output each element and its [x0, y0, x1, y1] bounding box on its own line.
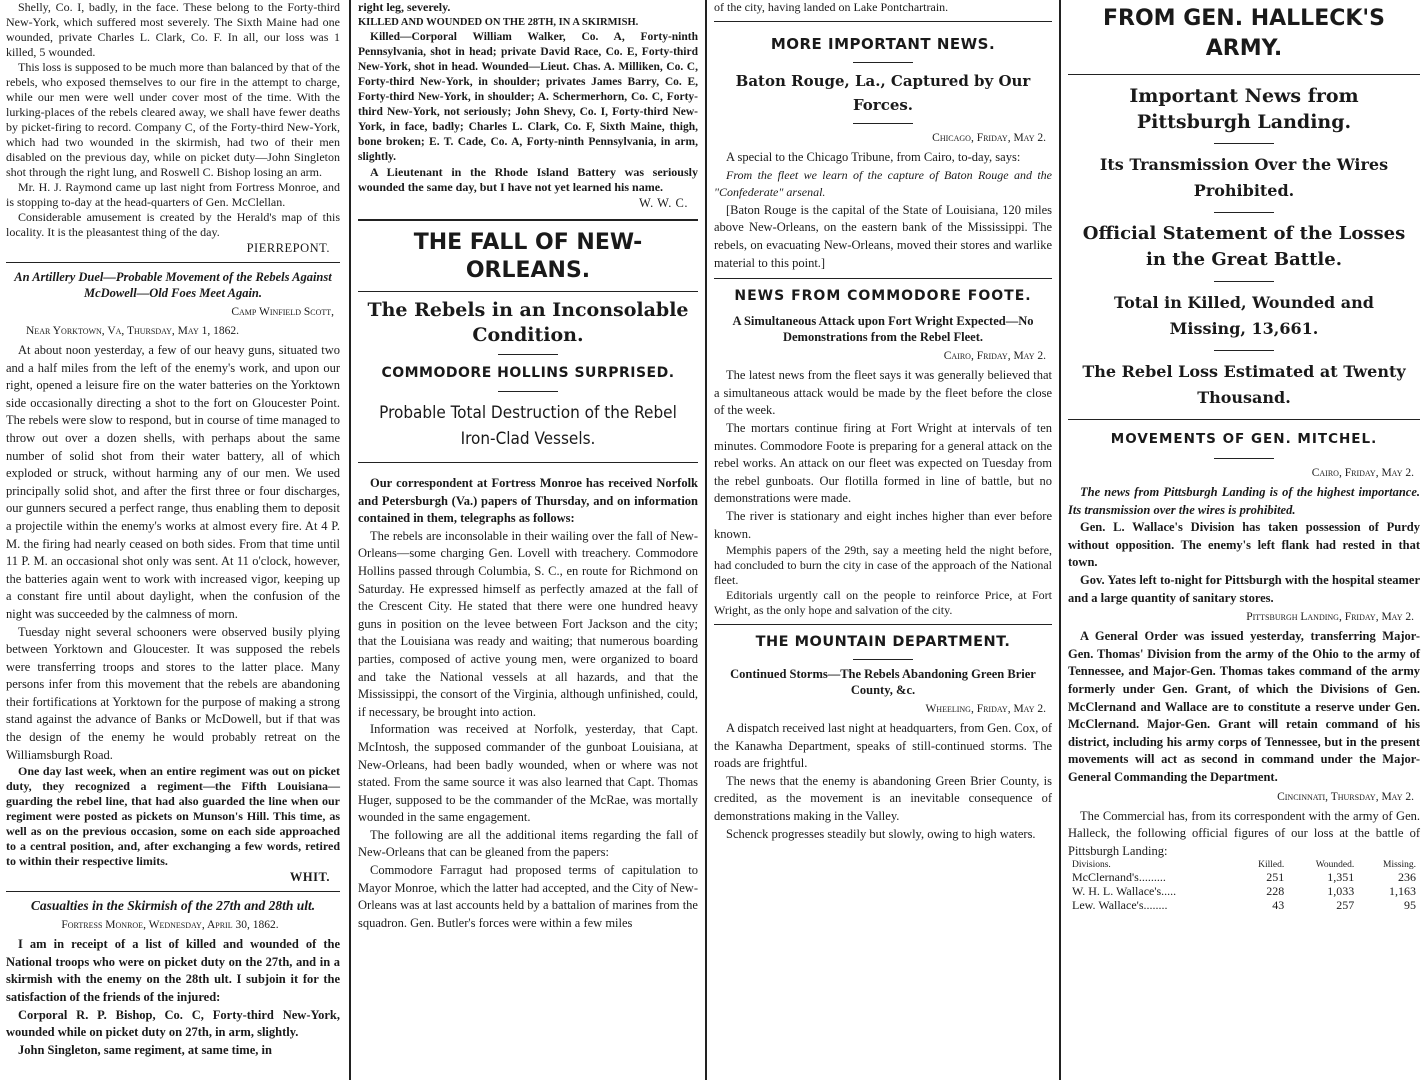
section-divider	[714, 624, 1052, 625]
deck-headline: The Rebel Loss Estimated at Twenty Thousand.	[1082, 362, 1406, 407]
deck-headline: Total in Killed, Wounded and Missing, 13,661.	[1114, 293, 1374, 338]
list-subheading: KILLED AND WOUNDED ON THE 28TH, IN A SKIRMISH.	[358, 17, 639, 28]
article-paragraph: The following are all the additional items regarding the fall of New-Orleans that can be gleaned from the papers:	[358, 827, 698, 860]
page-headline: THE FALL OF NEW-ORLEANS.	[413, 230, 643, 283]
table-header-row	[1068, 860, 1420, 870]
article-paragraph: Information was received at Norfolk, yesterday, that Capt. McIntosh, the supposed commander of the gunboat Louisiana, at New-Orleans, had been badly wounded, when or where was not stated. From the same source it was also learned that Capt. Thomas Huger, supposed to be the commander of the McRae, was mortally wounded in the same engagement.	[358, 722, 698, 825]
deck-headline: Continued Storms—The Rebels Abandoning Green Brier County, &c.	[730, 667, 1036, 698]
dateline: Fortress Monroe, Wednesday, April 30, 1862.	[61, 919, 279, 932]
dateline: Near Yorktown, Va, Thursday, May 1, 1862.	[26, 325, 239, 337]
dateline: Wheeling, Friday, May 2.	[925, 703, 1046, 716]
column-rule	[1059, 0, 1061, 1080]
section-headline: THE MOUNTAIN DEPARTMENT.	[755, 634, 1011, 651]
article-headline: An Artillery Duel—Probable Movement of the Rebels Against McDowell—Old Foes Meet Again.	[14, 270, 332, 300]
table-header: Wounded.	[1315, 860, 1355, 871]
table-header: Divisions.	[1072, 860, 1111, 871]
dateline: Chicago, Friday, May 2.	[932, 132, 1046, 144]
losses-table	[1068, 860, 1420, 912]
column-rule	[705, 0, 707, 1080]
table-cell: Lew. Wallace's........	[1072, 898, 1168, 913]
table-cell: 257	[1336, 898, 1355, 913]
short-divider	[1214, 458, 1274, 459]
page-headline: FROM GEN. HALLECK'S ARMY.	[1102, 6, 1385, 61]
deck-headline: Baton Rouge, La., Captured by Our Forces.	[735, 72, 1031, 114]
article-paragraph: The news that the enemy is abandoning Green Brier County, is credited, as the movement is an inevitable consequence of demonstrations making in the Valley.	[714, 773, 1052, 824]
short-divider	[853, 123, 913, 124]
deck-headline: Probable Total Destruction of the Rebel Iron-Clad Vessels.	[379, 403, 677, 449]
article-headline: Casualties in the Skirmish of the 27th and 28th ult.	[30, 898, 316, 914]
column-rule	[349, 0, 351, 1080]
table-cell: 1,163	[1389, 884, 1416, 899]
deck-headline: Its Transmission Over the Wires Prohibited.	[1099, 155, 1389, 200]
dateline: Cairo, Friday, May 2.	[943, 350, 1046, 363]
deck-headline: Important News from Pittsburgh Landing.	[1129, 85, 1359, 133]
article-paragraph: Our correspondent at Fortress Monroe has received Norfolk and Petersburgh (Va.) papers of Thursday, and on information contained in them, telegraphs as follows:	[358, 476, 698, 526]
section-divider	[6, 262, 340, 263]
signature: WHIT.	[289, 870, 330, 885]
table-header: Missing.	[1383, 860, 1416, 871]
table-cell: 95	[1404, 898, 1416, 913]
article-paragraph: A Lieutenant in the Rhode Island Battery was seriously wounded the same day, but I have not yet learned his name.	[358, 165, 698, 194]
deck-headline: The Rebels in an Inconsolable Condition.	[367, 299, 689, 346]
table-header: Killed.	[1258, 860, 1285, 871]
section-divider	[6, 891, 340, 892]
article-paragraph: of the city, having landed on Lake Pontchartrain.	[714, 0, 949, 14]
column-2	[352, 0, 704, 1080]
article-paragraph: Shelly, Co. I, badly, in the face. These belong to the Forty-third New-York, which suffered most severely. The Sixth Maine had one wounded, private Charles L. Clark, Co. F. In all, our loss was 1 killed, 5 wounded.	[6, 0, 340, 59]
table-cell: 1,351	[1327, 870, 1355, 885]
section-divider	[358, 219, 698, 221]
signature: W. W. C.	[638, 196, 688, 210]
article-paragraph: The news from Pittsburgh Landing is of the highest importance. Its transmission over the wires is prohibited.	[1068, 485, 1420, 517]
article-paragraph: Mr. H. J. Raymond came up last night from Fortress Monroe, and is stopping to-day at the head-quarters of Gen. McClellan.	[6, 180, 340, 209]
column-3	[708, 0, 1058, 1080]
short-divider	[498, 354, 558, 355]
short-divider	[853, 62, 913, 63]
column-4	[1062, 0, 1426, 1080]
table-cell: 251	[1266, 870, 1285, 885]
short-divider	[1214, 212, 1274, 213]
article-paragraph: From the fleet we learn of the capture of Baton Rouge and the "Confederate" arsenal.	[714, 167, 1052, 200]
article-paragraph: right leg, severely.	[358, 0, 451, 14]
section-divider	[714, 278, 1052, 279]
article-paragraph: The river is stationary and eight inches higher than ever before known.	[714, 508, 1052, 541]
section-divider	[358, 291, 698, 292]
article-paragraph: The mortars continue firing at Fort Wright at intervals of ten minutes. Commodore Foote is preparing for a general attack on the rebel works. An attack on our fleet was expected on Tuesday from the rebel gunboats. Our flotilla formed in line of battle, but no demonstrations were made.	[714, 420, 1052, 506]
dateline: Cairo, Friday, May 2.	[1311, 467, 1414, 479]
dateline: Pittsburgh Landing, Friday, May 2.	[1246, 611, 1414, 624]
article-paragraph: Corporal R. P. Bishop, Co. C, Forty-third New-York, wounded while on picket duty on 27th, in arm, slightly.	[6, 1007, 340, 1040]
article-paragraph: Killed—Corporal William Walker, Co. A, Forty-ninth Pennsylvania, shot in head; private David Race, Co. E, Forty-third New-York, shot in head. Wounded—Lieut. Chas. A. Milliken, Co. C, Forty-third New-York, in shoulder; privates James Barry, Co. E, Forty-third New-York, in shoulder; A. Schermerhorn, Co. C, Forty-third New-York, not seriously; John Shevy, Co. I, Forty-third New-York, in face, badly; Charles L. Clark, Co. F, Sixth Maine, thigh, bone broken; E. T. Cade, Co. A, Forty-ninth Pennsylvania, in arm, slightly.	[358, 31, 698, 163]
article-paragraph: Memphis papers of the 29th, say a meeting held the night before, had concluded to burn the city in case of the approach of the National fleet.	[714, 543, 1052, 588]
article-paragraph: Gov. Yates left to-night for Pittsburgh with the hospital steamer and a large quantity of sanitary stores.	[1068, 572, 1420, 605]
table-cell: McClernand's.........	[1072, 870, 1166, 885]
section-headline: MOVEMENTS OF GEN. MITCHEL.	[1110, 431, 1378, 447]
article-paragraph: Gen. L. Wallace's Division has taken possession of Purdy without opposition. The enemy's left flank had rested in that town.	[1068, 520, 1420, 570]
article-paragraph: One day last week, when an entire regiment was out on picket duty, they recognized a regiment—the Fifth Louisiana—guarding the rebel line, that had also guarded the line when our regiment were posted as pickets on Munson's Hill. This time, as well as on the previous occasion, some on each side approached to a central position, and, after exchanging a few words, retired to within their respective limits.	[6, 764, 340, 869]
table-row	[1068, 870, 1420, 884]
table-cell: 43	[1272, 898, 1285, 913]
table-cell: 1,033	[1327, 884, 1355, 899]
table-row	[1068, 884, 1420, 898]
article-paragraph: This loss is supposed to be much more than balanced by that of the rebels, who exposed themselves to our fire in the attempt to charge, while our men were well under cover most of the time. With the lurking-places of the rebels cleared away, we shall have fewer deaths by picket-firing to record. Company C, of the Forty-third New-York, which had two wounded in the skirmish, had two of their men disabled on the previous day, while on picket duty—John Singleton shot through the right lung, and Roswell C. Bishop losing an arm.	[6, 60, 340, 179]
article-paragraph: [Baton Rouge is the capital of the State of Louisiana, 120 miles above New-Orleans, on the eastern bank of the Mississippi. The rebels, on evacuating New-Orleans, moved their stores and warlike material to this point.]	[714, 202, 1052, 270]
dateline: Camp Winfield Scott,	[231, 306, 334, 318]
article-paragraph: Commodore Farragut had proposed terms of capitulation to Mayor Monroe, which the latter had accepted, and the City of New-Orleans was at last accounts held by a battalion of marines from the squadron. Gen. Butler's forces were within a few miles	[358, 863, 698, 930]
section-divider	[1068, 419, 1420, 420]
deck-headline: Official Statement of the Losses in the Great Battle.	[1082, 223, 1406, 270]
deck-headline: A Simultaneous Attack upon Fort Wright Expected—No Demonstrations from the Rebel Fleet.	[732, 314, 1034, 345]
dateline: Cincinnati, Thursday, May 2.	[1277, 790, 1414, 803]
article-paragraph: A General Order was issued yesterday, transferring Major-Gen. Thomas' Division from the army of the Ohio to the army of Tennessee, and Major-Gen. Thomas takes command of the army formerly under Gen. Grant, of which the Divisions of Gen. McClernand and Wallace are to constitute a reserve under Gen. McClernand. Major-Gen. Grant will retain command of his district, including his army corps of Tennessee, but in the present movements will act as second in command under the Major-General Commanding the Department.	[1068, 629, 1420, 784]
table-cell: W. H. L. Wallace's.....	[1072, 884, 1177, 899]
section-headline: MORE IMPORTANT NEWS.	[770, 35, 996, 53]
section-divider	[358, 462, 698, 463]
article-paragraph: I am in receipt of a list of killed and wounded of the National troops who were on picket duty on the 27th, and in a skirmish with the enemy on the 28th ult. I subjoin it for the satisfaction of the friends of the injured:	[6, 937, 340, 1005]
article-paragraph: Considerable amusement is created by the Herald's map of this locality. It is the pleasantest thing of the day.	[6, 210, 340, 239]
section-headline: NEWS FROM COMMODORE FOOTE.	[734, 288, 1032, 305]
article-paragraph: The latest news from the fleet says it was generally believed that a simultaneous attack would be made by the fleet before the close of the week.	[714, 368, 1052, 418]
table-cell: 236	[1398, 870, 1416, 885]
section-divider	[714, 21, 1052, 22]
section-divider	[1068, 74, 1420, 75]
short-divider	[1214, 350, 1274, 351]
table-cell: 228	[1266, 884, 1285, 899]
table-row	[1068, 898, 1420, 912]
short-divider	[1214, 143, 1274, 144]
article-paragraph: At about noon yesterday, a few of our heavy guns, situated two and a half miles from the left of the enemy's work, and upon our right, opened a leisure fire on the water batteries on the Yorktown side occasionally directing a shot to the fort on Gloucester Point. The rebels were slow to respond, but in course of time managed to throw out over a dozen shells, with perhaps about the same number of solid shot from their water battery, all of which exploded or struck, without harming any of our men. We used principally solid shot, and after the first three or four discharges, our gunners secured a perfect range, thus enabling them to deposit a projectile within the enemy's works at almost every fire. At 4 P. M. the firing had nearly ceased on both sides. From that time until 11 P. M. an occasional shot only was sent. At 11 o'clock, however, the batteries again went to work with increased vigor, keeping up a constant fire until about daylight, when the confusion of the night was succeeded by the calmness of morn.	[6, 343, 340, 621]
deck-headline: COMMODORE HOLLINS SURPRISED.	[381, 365, 675, 381]
short-divider	[1214, 281, 1274, 282]
article-paragraph: Schenck progresses steadily but slowly, owing to high waters.	[726, 826, 1036, 841]
signature: PIERREPONT.	[246, 241, 330, 255]
article-paragraph: The Commercial has, from its correspondent with the army of Gen. Halleck, the following official figures of our loss at the battle of Pittsburgh Landing:	[1068, 808, 1420, 858]
article-paragraph: The rebels are inconsolable in their wailing over the fall of New-Orleans—some charging Gen. Lovell with treachery. Commodore Hollins passed through Columbia, S. C., en route for Richmond on Saturday. He expressed himself as perfectly amazed at the fall of the Crescent City. He stated that there were one hundred heavy guns in position on the levee between Fort Jackson and the city; that the Louisiana was ready and waiting; that numerous boarding parties, composed of active young men, were organized to board and take the National vessels at all hazards, and that the Mississippi, the consort of the Virginia, although unfinished, could, if necessary, be brought into action.	[358, 528, 698, 719]
article-paragraph: A special to the Chicago Tribune, from Cairo, to-day, says:	[726, 150, 1021, 164]
article-paragraph: John Singleton, same regiment, at same time, in	[18, 1042, 272, 1057]
short-divider	[853, 659, 913, 660]
article-paragraph: Editorials urgently call on the people to reinforce Price, at Fort Wright, as the only hope and salvation of the city.	[714, 588, 1052, 618]
column-1	[0, 0, 346, 1080]
short-divider	[498, 391, 558, 392]
article-paragraph: A dispatch received last night at headquarters, from Gen. Cox, of the Kanawha Department, speaks of still-continued storms. The roads are frightful.	[714, 721, 1052, 771]
article-paragraph: Tuesday night several schooners were observed busily plying between Yorktown and Gloucester. It was supposed the rebels were transferring troops and stores to the latter place. Many persons infer from this movement that the rebels are abandoning their fortifications at Yorktown for the purpose of making a strong stand against the advance of Banks or McDowell, but if that was the design of the enemy he would probably retreat on the Williamsburgh Road.	[6, 624, 340, 762]
